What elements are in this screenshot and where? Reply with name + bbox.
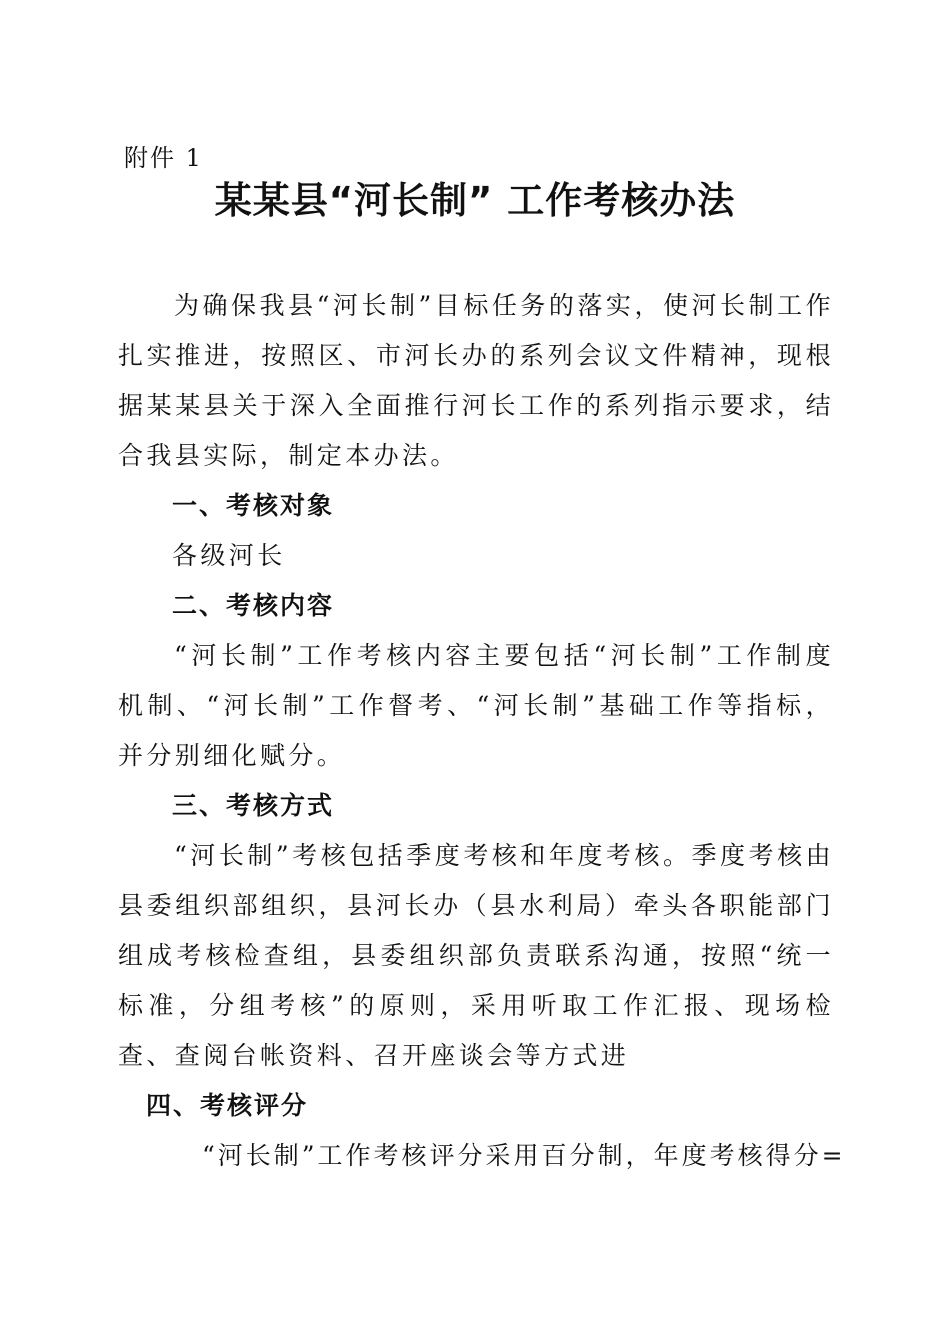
attachment-label: 附件 1	[124, 144, 203, 172]
section-body-assessment-method: “河长制”考核包括季度考核和年度考核。季度考核由县委组织部组织，县河长办（县水利局）牵头各职能部门组成考核检查组，县委组织部负责联系沟通，按照“统一标准，分组考核”的原则，采用听取工作汇报、现场检查、查阅台帐资料、召开座谈会等方式进	[118, 841, 834, 1070]
intro-paragraph: 为确保我县“河长制”目标任务的落实，使河长制工作扎实推进，按照区、市河长办的系列会议文件精神，现根据某某县关于深入全面推行河长工作的系列指示要求，结合我县实际，制定本办法。	[118, 291, 834, 470]
section-body-assessment-content: “河长制”工作考核内容主要包括“河长制”工作制度机制、“河长制”工作督考、“河长制”基础工作等指标，并分别细化赋分。	[118, 641, 834, 770]
section-heading-assessment-target: 一、考核对象	[172, 491, 335, 520]
section-heading-assessment-scoring: 四、考核评分	[146, 1091, 309, 1120]
document-title: 某某县“河长制” 工作考核办法	[214, 179, 736, 222]
section-heading-assessment-content: 二、考核内容	[172, 591, 335, 620]
section-body-assessment-scoring: “河长制”工作考核评分采用百分制，年度考核得分=	[202, 1141, 846, 1170]
section-body-assessment-target: 各级河长	[172, 541, 286, 570]
section-heading-assessment-method: 三、考核方式	[172, 791, 335, 820]
